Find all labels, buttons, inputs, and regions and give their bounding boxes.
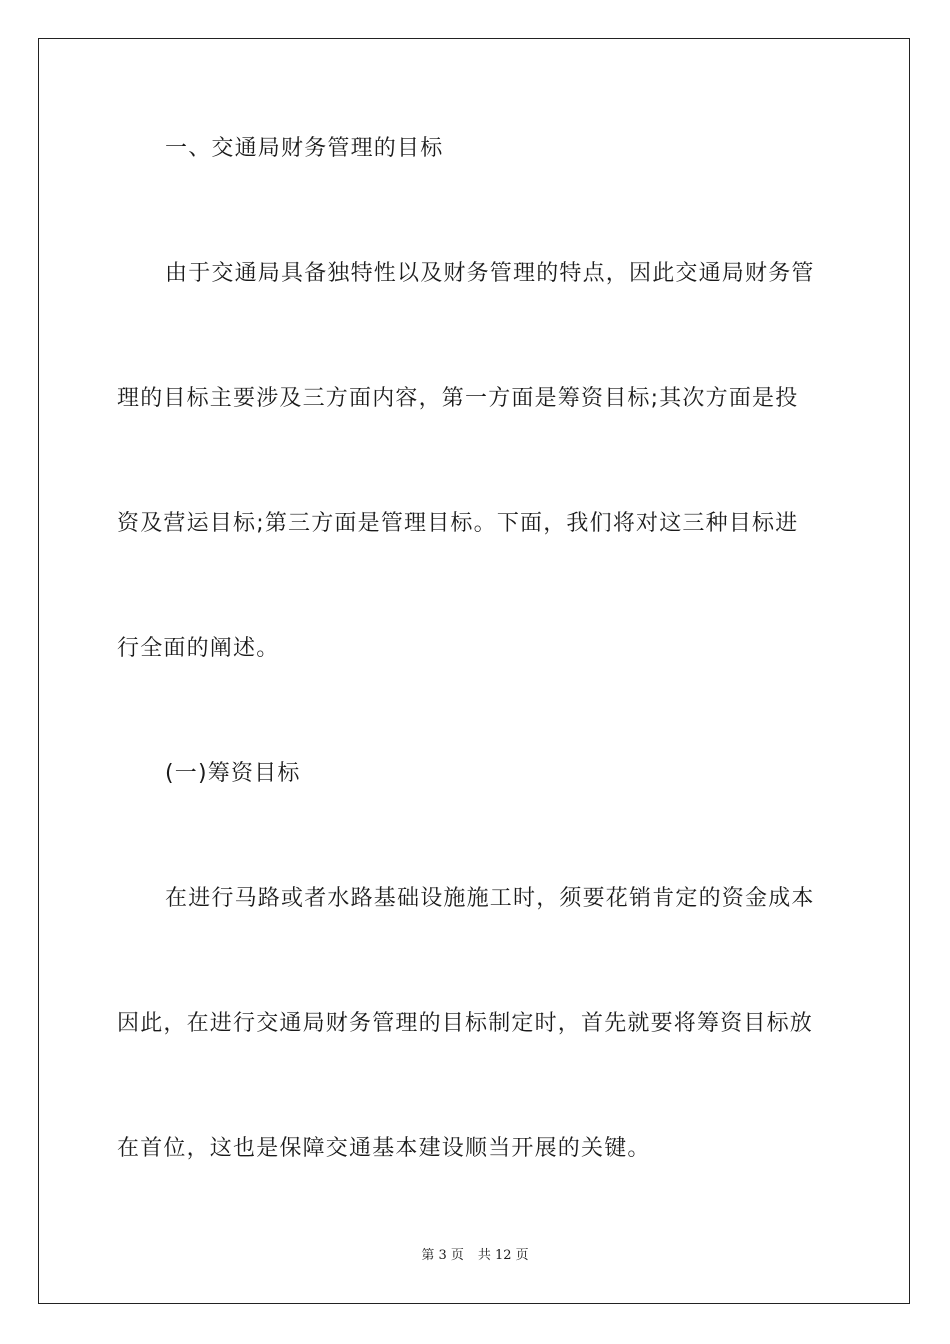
page-total: 共 12 页 [477,1248,529,1263]
paragraph-line: 在进行马路或者水路基础设施施工时，须要花销肯定的资金成本 [165,886,815,911]
paragraph-line: 因此，在进行交通局财务管理的目标制定时，首先就要将筹资目标放 [117,1011,814,1036]
page-number: 第 3 页 [421,1248,464,1263]
page-border [38,38,910,1304]
section-heading: 一、交通局财务管理的目标 [165,136,444,161]
paragraph-line: 在首位，这也是保障交通基本建设顺当开展的关键。 [117,1136,651,1161]
subsection-heading: (一)筹资目标 [165,761,301,786]
paragraph-line: 由于交通局具备独特性以及财务管理的特点，因此交通局财务管 [165,261,815,286]
paragraph-line: 理的目标主要涉及三方面内容，第一方面是筹资目标;其次方面是投 [117,386,799,411]
paragraph-line: 行全面的阐述。 [117,636,280,661]
paragraph-line: 资及营运目标;第三方面是管理目标。下面，我们将对这三种目标进 [117,511,799,536]
page-footer [0,1247,950,1265]
